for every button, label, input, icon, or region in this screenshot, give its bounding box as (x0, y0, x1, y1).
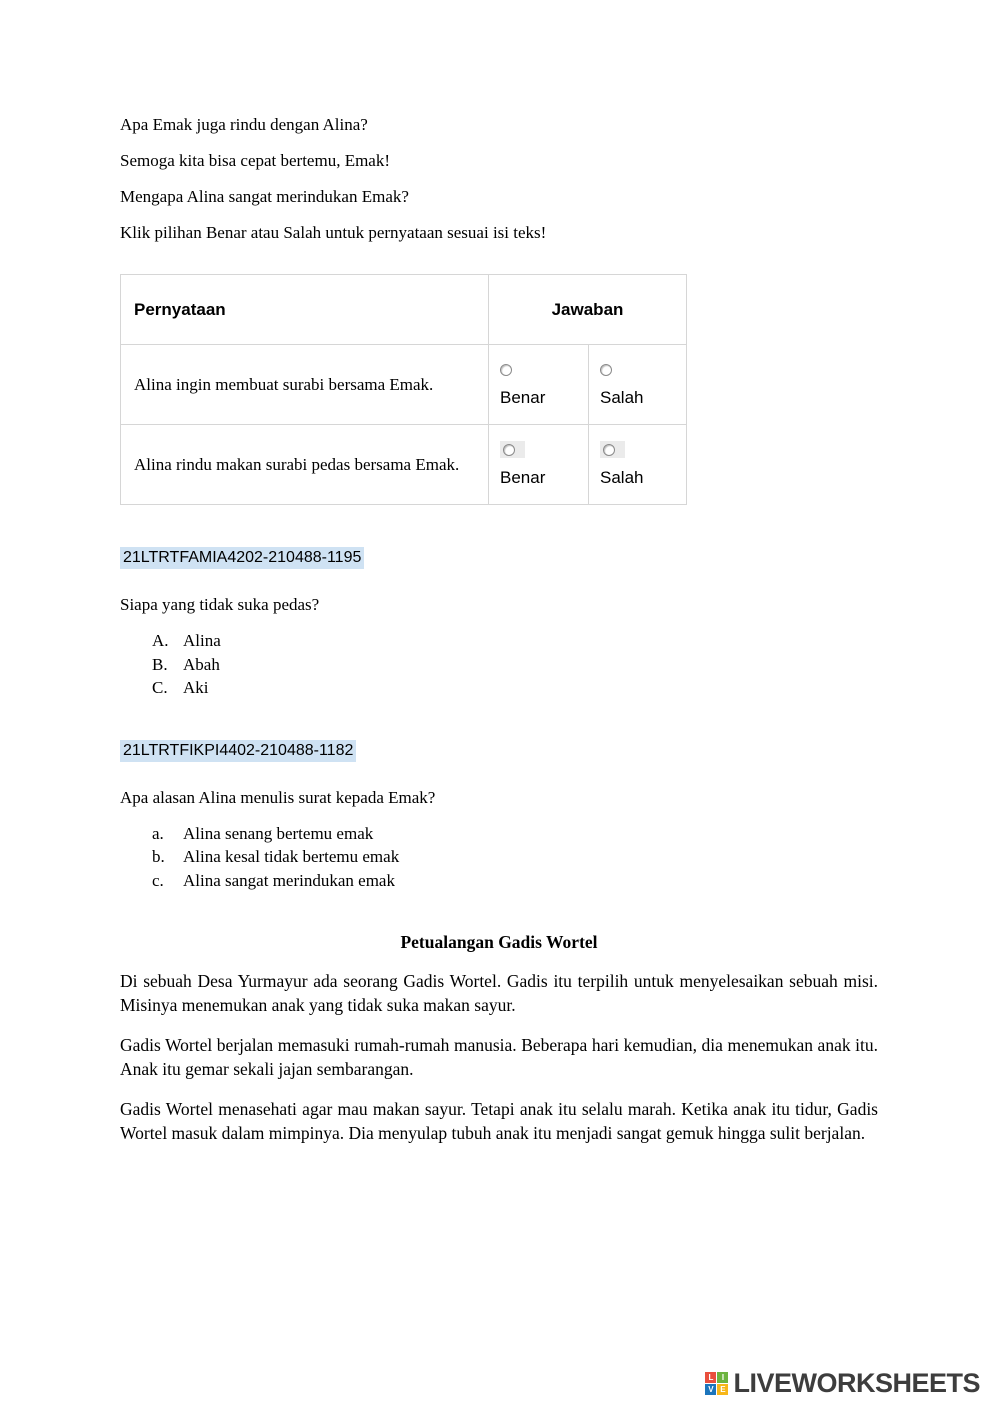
liveworksheets-logo-icon (705, 1372, 728, 1395)
intro-line: Mengapa Alina sangat merindukan Emak? (120, 187, 409, 206)
radio-benar-label: Benar (500, 468, 546, 487)
story-paragraph: Gadis Wortel menasehati agar mau makan sayur. Tetapi anak itu selalu marah. Ketika anak itu tidur, Gadis Wortel masuk dalam mimpinya. Dia menyulap tubuh anak itu menjadi sangat gemuk hingga sulit berjalan. (120, 1099, 878, 1143)
option-b[interactable] (152, 653, 878, 677)
option-label: A. (152, 631, 169, 650)
table-header-row (121, 275, 687, 345)
question-text: Siapa yang tidak suka pedas? (120, 595, 320, 614)
header-statement: Pernyataan (121, 275, 489, 345)
intro-line: Apa Emak juga rindu dengan Alina? (120, 115, 368, 134)
option-a[interactable] (152, 822, 878, 846)
radio-salah-label: Salah (600, 468, 644, 487)
radio-benar[interactable] (500, 364, 512, 376)
intro-instruction: Klik pilihan Benar atau Salah untuk pernyataan sesuai isi teks! (120, 223, 547, 242)
option-label: C. (152, 678, 168, 697)
statement-text: Alina ingin membuat surabi bersama Emak. (121, 345, 489, 425)
radio-salah[interactable] (603, 444, 615, 456)
header-answer: Jawaban (489, 275, 687, 345)
intro-block (120, 114, 878, 244)
story-block (120, 932, 878, 1145)
option-text: Abah (183, 654, 220, 674)
answer-cell-salah (589, 345, 687, 425)
option-c[interactable] (152, 676, 878, 700)
logo-square-i: I (717, 1372, 728, 1383)
intro-line: Semoga kita bisa cepat bertemu, Emak! (120, 151, 391, 170)
option-b[interactable] (152, 845, 878, 869)
story-paragraph: Gadis Wortel berjalan memasuki rumah-rumah manusia. Beberapa hari kemudian, dia menemukan anak itu. Anak itu gemar sekali jajan sembarangan. (120, 1035, 878, 1079)
table-row (121, 345, 687, 425)
logo-square-v: V (705, 1384, 716, 1395)
option-c[interactable] (152, 869, 878, 893)
radio-benar-label: Benar (500, 388, 546, 407)
table-row (121, 425, 687, 505)
answer-cell-benar (489, 425, 589, 505)
option-label: b. (152, 847, 165, 866)
story-title: Petualangan Gadis Wortel (400, 932, 598, 952)
option-text: Alina senang bertemu emak (183, 823, 374, 843)
option-a[interactable] (152, 629, 878, 653)
option-label: B. (152, 654, 168, 674)
option-list (152, 629, 878, 700)
question-block-2 (120, 700, 878, 893)
answer-cell-salah (589, 425, 687, 505)
option-text: Aki (183, 678, 209, 697)
question-code: 21LTRTFIKPI4402-210488-1182 (120, 740, 356, 762)
option-text: Alina (183, 631, 221, 650)
option-label: a. (152, 823, 164, 843)
logo-square-l: L (705, 1372, 716, 1383)
option-list (152, 822, 878, 893)
radio-shade (600, 441, 625, 458)
question-block-1 (120, 505, 878, 700)
radio-shade (500, 441, 525, 458)
radio-salah[interactable] (600, 364, 612, 376)
true-false-table (120, 274, 687, 505)
answer-cell-benar (489, 345, 589, 425)
brand-text: LIVEWORKSHEETS (733, 1368, 980, 1398)
question-code: 21LTRTFAMIA4202-210488-1195 (120, 547, 364, 569)
option-label: c. (152, 870, 164, 890)
story-paragraph: Di sebuah Desa Yurmayur ada seorang Gadis Wortel. Gadis itu terpilih untuk menyelesaikan sebuah misi. Misinya menemukan anak yang tidak suka makan sayur. (120, 971, 878, 1015)
option-text: Alina kesal tidak bertemu emak (183, 847, 400, 866)
radio-salah-label: Salah (600, 388, 644, 407)
radio-benar[interactable] (503, 444, 515, 456)
option-text: Alina sangat merindukan emak (183, 870, 395, 890)
liveworksheets-brand (705, 1368, 980, 1399)
statement-text: Alina rindu makan surabi pedas bersama Emak. (121, 425, 489, 505)
logo-square-e: E (717, 1384, 728, 1395)
question-text: Apa alasan Alina menulis surat kepada Emak? (120, 787, 436, 807)
